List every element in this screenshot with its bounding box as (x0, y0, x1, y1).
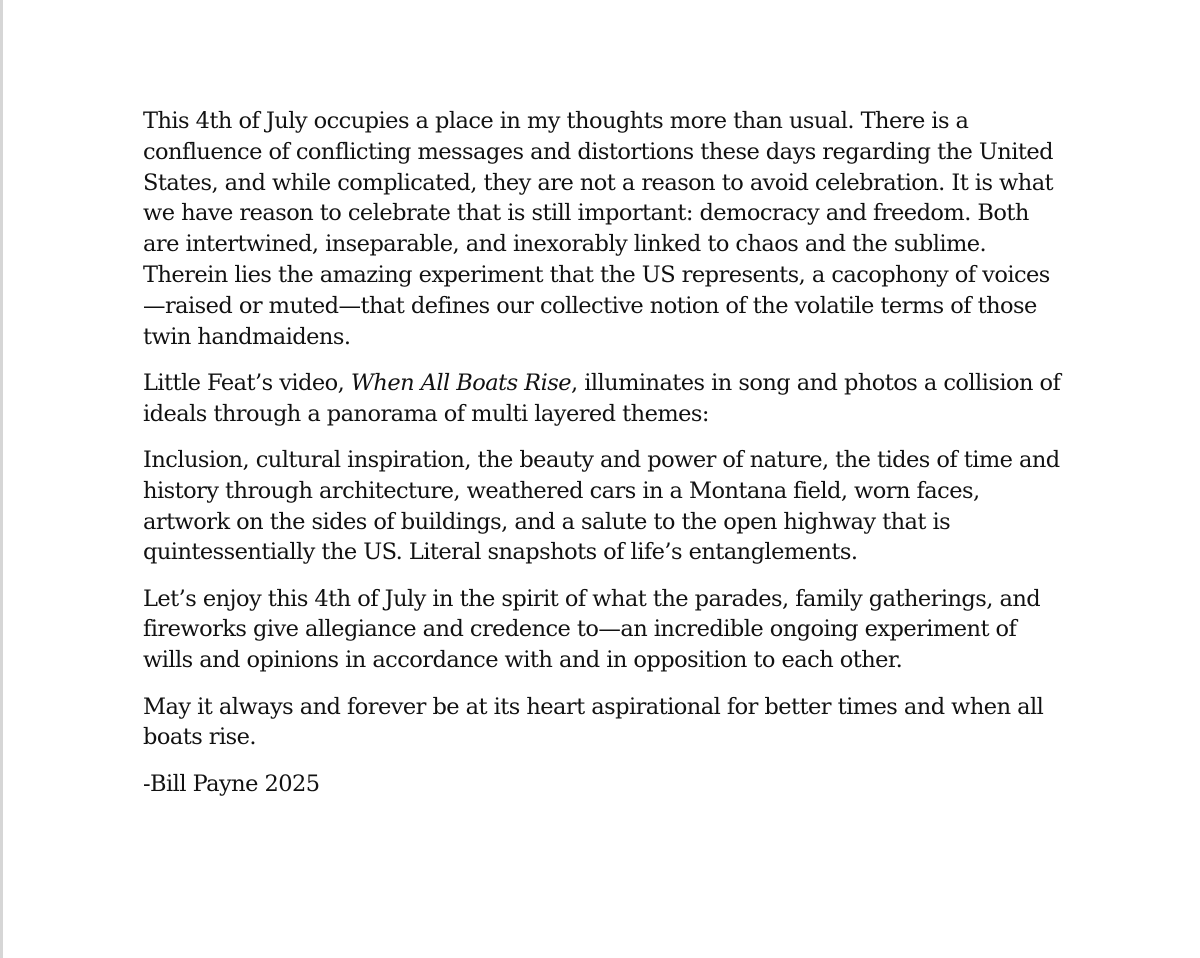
page-left-edge (0, 0, 3, 958)
paragraph-video-tail: , illuminates in song and photos a collision of ideals through a panorama of multi layered themes: (143, 369, 1061, 427)
paragraph-video-lead: Little Feat’s video, (143, 369, 351, 396)
paragraph-intro: This 4th of July occupies a place in my thoughts more than usual. There is a confluence of conflicting messages and distortions these days regarding the United States, and while complicated, they are not a reason to avoid celebration. It is what we have reason to celebrate that is still important: democracy and freedom. Both are intertwined, inseparable, and inexorably linked to chaos and the sublime. Therein lies the amazing experiment that the US represents, a cacophony of voices—raised or muted—that defines our collective notion of the volatile terms of those twin handmaidens. (143, 108, 1054, 350)
paragraph-themes: Inclusion, cultural inspiration, the beauty and power of nature, the tides of time and history through architecture, weathered cars in a Montana field, worn faces, artwork on the sides of buildings, and a salute to the open highway that is quintessentially the US. Literal snapshots of life’s entanglements. (143, 446, 1060, 566)
video-title: When All Boats Rise (350, 369, 571, 396)
paragraph-closing: May it always and forever be at its heart aspirational for better times and when all boats rise. (143, 693, 1044, 751)
document-body (143, 106, 1063, 815)
paragraph-celebration: Let’s enjoy this 4th of July in the spirit of what the parades, family gatherings, and fireworks give allegiance and credence to—an incredible ongoing experiment of wills and opinions in accordance with and in opposition to each other. (143, 585, 1041, 674)
paragraph-video (143, 368, 1063, 430)
signature: -Bill Payne 2025 (143, 770, 320, 797)
